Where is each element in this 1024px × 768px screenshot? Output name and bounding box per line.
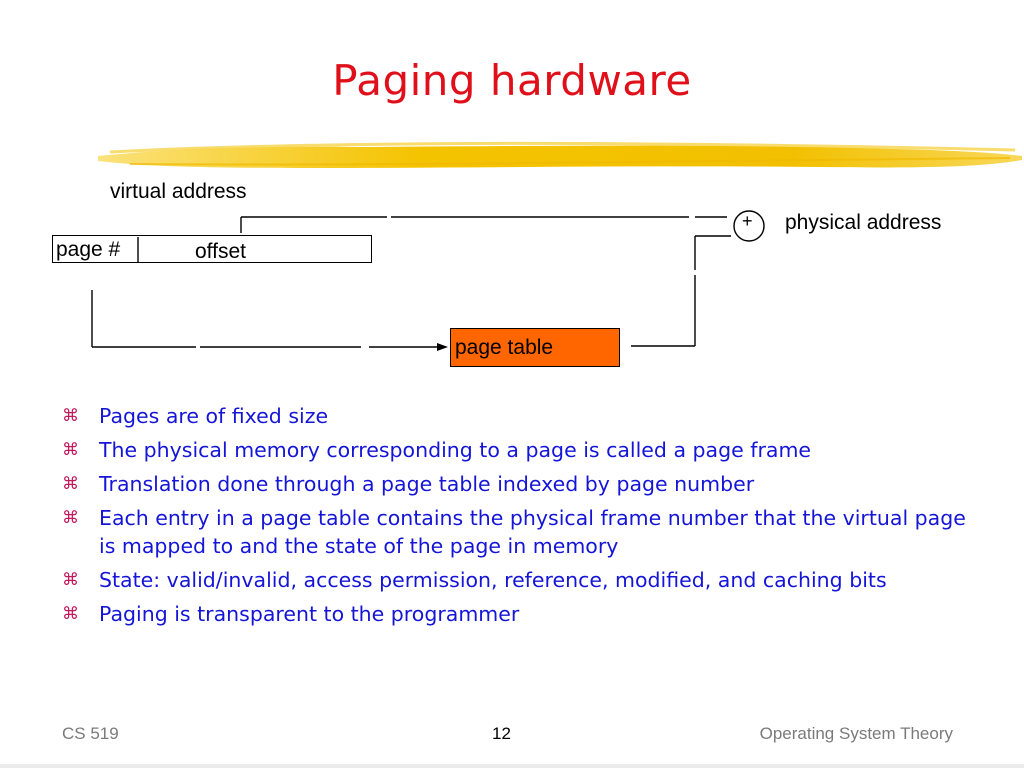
z-bullet-icon: ⌘ [62, 604, 79, 624]
offset-field: offset [195, 240, 246, 263]
arrow-head [437, 343, 448, 351]
z-bullet-icon: ⌘ [62, 440, 79, 460]
bullet-item [62, 600, 982, 628]
physical-address-label: physical address [785, 211, 942, 234]
z-bullet-icon: ⌘ [62, 508, 79, 528]
z-bullet-icon: ⌘ [62, 406, 79, 426]
footer-page-number: 12 [492, 724, 511, 743]
page-table-label: page table [455, 336, 554, 359]
virtual-address-label: virtual address [110, 180, 247, 203]
bullet-item [62, 566, 982, 594]
footer-course: CS 519 [62, 724, 119, 743]
bullet-text: The physical memory corresponding to a page is called a page frame [99, 438, 812, 462]
slide-title: Paging hardware [332, 56, 692, 105]
z-bullet-icon: ⌘ [62, 570, 79, 590]
adder-plus-symbol: + [742, 211, 753, 231]
bullet-text: Each entry in a page table contains the physical frame number that the virtual page is mapped to and the state of the page in memory [99, 506, 966, 558]
bullet-item [62, 402, 982, 430]
bullet-item [62, 470, 982, 498]
bottom-divider [0, 764, 1024, 768]
bullet-list [62, 402, 982, 634]
bullet-text: Pages are of fixed size [99, 404, 329, 428]
footer-course-title: Operating System Theory [759, 724, 953, 743]
bullet-item [62, 436, 982, 464]
bullet-text: Paging is transparent to the programmer [99, 602, 520, 626]
bullet-text: State: valid/invalid, access permission, reference, modified, and caching bits [99, 568, 887, 592]
bullet-text: Translation done through a page table indexed by page number [99, 472, 755, 496]
page-number-field: page # [56, 238, 121, 261]
z-bullet-icon: ⌘ [62, 474, 79, 494]
bullet-item [62, 504, 982, 560]
